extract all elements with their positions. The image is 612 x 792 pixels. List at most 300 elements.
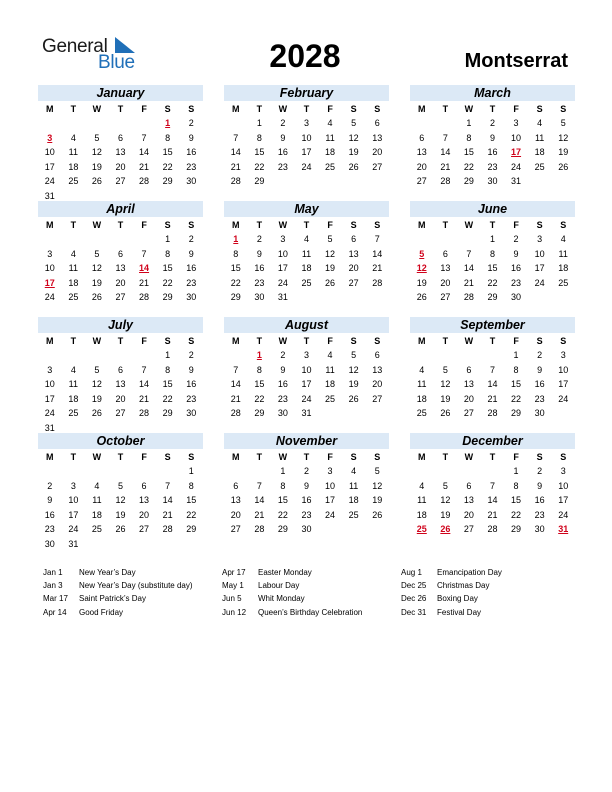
weekday-label: W: [92, 336, 102, 346]
day-cell: 30: [301, 524, 312, 535]
day-cell: 11: [325, 132, 335, 143]
day-cell: 26: [416, 292, 427, 303]
day-cell: 20: [348, 263, 359, 274]
day-cell: 19: [91, 393, 102, 404]
day-cell: 5: [442, 480, 448, 491]
day-cell: 14: [440, 147, 451, 158]
weekday-label: T: [442, 220, 449, 230]
day-cell: 21: [139, 393, 150, 404]
day-cell: 30: [254, 292, 265, 303]
day-cell: 24: [558, 393, 569, 404]
holiday-column: [43, 566, 193, 619]
empty-cell: [156, 464, 180, 479]
day-grid: [38, 232, 203, 305]
day-cell: 31: [44, 422, 55, 433]
month-november: [224, 433, 389, 537]
day-cell: 31: [301, 408, 312, 419]
holiday-day-cell: 14: [139, 263, 150, 274]
day-cell: 28: [230, 408, 241, 419]
day-cell: 10: [277, 248, 288, 259]
weekday-label: S: [560, 452, 567, 462]
weekday-label: W: [92, 220, 102, 230]
logo-text-general: General: [42, 36, 108, 57]
holiday-row: [43, 606, 193, 619]
day-cell: 12: [91, 263, 102, 274]
day-cell: 9: [188, 248, 194, 259]
day-cell: 15: [162, 379, 173, 390]
holiday-date: Jun 12: [222, 607, 247, 617]
day-cell: 13: [463, 495, 474, 506]
day-cell: 18: [325, 379, 336, 390]
day-cell: 9: [303, 480, 309, 491]
day-cell: 11: [301, 248, 312, 259]
day-cell: 24: [44, 408, 55, 419]
empty-cell: [109, 464, 133, 479]
holiday-row: [222, 606, 362, 619]
day-cell: 6: [466, 364, 472, 375]
holiday-day-cell: 1: [165, 118, 171, 128]
day-cell: 17: [534, 263, 545, 274]
day-cell: 9: [489, 132, 495, 143]
weekday-label: S: [536, 104, 543, 114]
weekday-label: T: [442, 104, 449, 114]
weekday-label: S: [188, 452, 195, 462]
weekday-label: T: [70, 220, 77, 230]
month-october: [38, 433, 203, 552]
weekday-label: F: [327, 220, 333, 230]
day-cell: 4: [94, 480, 100, 491]
day-cell: 12: [91, 147, 102, 158]
day-cell: 16: [44, 509, 55, 520]
month-header: June: [410, 201, 575, 217]
day-cell: 29: [162, 292, 173, 303]
day-cell: 9: [280, 132, 286, 143]
day-cell: 27: [416, 176, 427, 187]
day-cell: 2: [489, 118, 495, 128]
weekday-label: F: [141, 220, 147, 230]
month-header: November: [224, 433, 389, 449]
day-cell: 19: [348, 379, 359, 390]
weekday-header-row: [224, 218, 389, 232]
month-header: January: [38, 85, 203, 101]
day-cell: 17: [325, 495, 336, 506]
holiday-day-cell: 3: [47, 132, 53, 143]
empty-cell: [457, 348, 481, 363]
day-cell: 20: [372, 379, 383, 390]
day-cell: 15: [162, 263, 173, 274]
day-cell: 1: [165, 350, 171, 360]
day-cell: 13: [115, 379, 126, 390]
day-cell: 28: [254, 524, 265, 535]
day-cell: 15: [277, 495, 288, 506]
month-header: February: [224, 85, 389, 101]
day-cell: 27: [440, 292, 451, 303]
day-cell: 21: [487, 393, 498, 404]
day-cell: 24: [301, 161, 312, 172]
empty-cell: [410, 232, 434, 247]
day-cell: 12: [440, 379, 451, 390]
holiday-row: [401, 592, 502, 605]
day-cell: 2: [280, 350, 286, 360]
day-cell: 7: [233, 364, 239, 375]
holiday-column: [401, 566, 502, 619]
weekday-label: F: [513, 336, 519, 346]
day-cell: 24: [68, 524, 79, 535]
day-cell: 18: [348, 495, 359, 506]
day-cell: 1: [513, 350, 519, 360]
day-cell: 27: [115, 292, 126, 303]
day-cell: 26: [348, 161, 359, 172]
day-cell: 17: [44, 161, 55, 172]
empty-cell: [62, 116, 86, 131]
day-cell: 24: [558, 509, 569, 520]
day-cell: 17: [301, 147, 312, 158]
weekday-label: W: [278, 220, 288, 230]
day-cell: 9: [280, 364, 286, 375]
empty-cell: [85, 232, 109, 247]
day-cell: 22: [230, 277, 241, 288]
day-cell: 6: [374, 118, 380, 128]
day-cell: 26: [372, 509, 383, 520]
day-cell: 25: [301, 277, 312, 288]
day-cell: 1: [513, 466, 519, 476]
day-cell: 26: [348, 393, 359, 404]
day-cell: 11: [534, 132, 545, 143]
weekday-label: M: [232, 220, 240, 230]
weekday-label: F: [141, 336, 147, 346]
day-cell: 6: [442, 248, 448, 259]
weekday-label: S: [560, 104, 567, 114]
holiday-day-cell: 1: [256, 350, 262, 360]
weekday-label: T: [303, 336, 310, 346]
holiday-day-cell: 31: [558, 524, 569, 535]
weekday-label: W: [278, 336, 288, 346]
empty-cell: [85, 348, 109, 363]
empty-cell: [224, 464, 248, 479]
day-cell: 15: [230, 263, 241, 274]
day-cell: 29: [254, 408, 265, 419]
day-cell: 6: [117, 248, 123, 259]
day-cell: 27: [372, 161, 383, 172]
day-cell: 23: [511, 277, 522, 288]
month-header: December: [410, 433, 575, 449]
empty-cell: [38, 348, 62, 363]
day-grid: [224, 348, 389, 421]
day-cell: 16: [277, 379, 288, 390]
day-cell: 28: [139, 292, 150, 303]
day-cell: 29: [277, 524, 288, 535]
day-cell: 7: [141, 364, 147, 375]
day-cell: 25: [534, 161, 545, 172]
day-cell: 6: [351, 234, 357, 244]
weekday-label: T: [303, 452, 310, 462]
day-cell: 3: [560, 466, 566, 476]
day-cell: 29: [230, 292, 241, 303]
empty-cell: [109, 116, 133, 131]
weekday-label: M: [46, 220, 54, 230]
day-cell: 11: [68, 379, 79, 390]
day-cell: 1: [188, 466, 194, 476]
empty-cell: [109, 348, 133, 363]
day-cell: 17: [558, 379, 569, 390]
day-cell: 3: [303, 350, 309, 360]
day-cell: 25: [558, 277, 569, 288]
weekday-label: M: [418, 336, 426, 346]
weekday-header-row: [224, 334, 389, 348]
day-cell: 19: [115, 509, 126, 520]
brand-logo: [42, 36, 142, 72]
month-august: [224, 317, 389, 421]
day-cell: 14: [230, 379, 241, 390]
day-cell: 8: [489, 248, 495, 259]
day-cell: 16: [254, 263, 265, 274]
empty-cell: [410, 116, 434, 131]
holiday-name: Boxing Day: [437, 594, 478, 604]
day-cell: 3: [280, 234, 286, 244]
empty-cell: [434, 116, 458, 131]
day-cell: 12: [115, 495, 126, 506]
day-cell: 23: [186, 161, 197, 172]
day-cell: 7: [442, 132, 448, 143]
day-cell: 20: [463, 509, 474, 520]
day-cell: 24: [325, 509, 336, 520]
day-cell: 28: [440, 176, 451, 187]
month-may: [224, 201, 389, 305]
day-cell: 23: [254, 277, 265, 288]
empty-cell: [132, 116, 156, 131]
day-grid: [38, 116, 203, 204]
month-march: [410, 85, 575, 189]
day-cell: 4: [327, 118, 333, 128]
weekday-header-row: [410, 450, 575, 464]
holiday-name: Christmas Day: [437, 581, 490, 591]
day-cell: 18: [325, 147, 336, 158]
month-january: [38, 85, 203, 204]
day-cell: 20: [463, 393, 474, 404]
day-cell: 25: [325, 161, 336, 172]
day-cell: 22: [487, 277, 498, 288]
day-cell: 31: [511, 176, 522, 187]
day-cell: 23: [277, 161, 288, 172]
holiday-name: New Year’s Day (substitute day): [79, 581, 193, 591]
weekday-label: S: [188, 104, 195, 114]
day-cell: 21: [463, 277, 474, 288]
day-cell: 24: [534, 277, 545, 288]
day-cell: 4: [351, 466, 357, 476]
holiday-name: Festival Day: [437, 607, 482, 617]
weekday-label: S: [536, 452, 543, 462]
day-cell: 29: [511, 408, 522, 419]
day-cell: 3: [513, 118, 519, 128]
day-cell: 3: [303, 118, 309, 128]
day-cell: 19: [416, 277, 427, 288]
weekday-label: M: [232, 452, 240, 462]
country-name: Montserrat: [464, 50, 568, 72]
empty-cell: [132, 464, 156, 479]
day-cell: 4: [327, 350, 333, 360]
empty-cell: [410, 464, 434, 479]
year-title: 2028: [269, 38, 341, 74]
day-cell: 11: [348, 480, 359, 491]
holiday-row: [43, 579, 193, 592]
day-cell: 27: [115, 408, 126, 419]
day-grid: [224, 464, 389, 537]
weekday-label: T: [489, 336, 496, 346]
day-cell: 27: [348, 277, 359, 288]
day-cell: 29: [162, 408, 173, 419]
day-cell: 13: [372, 132, 383, 143]
day-cell: 13: [139, 495, 150, 506]
day-cell: 7: [233, 132, 239, 143]
weekday-label: T: [489, 220, 496, 230]
empty-cell: [132, 232, 156, 247]
day-cell: 20: [440, 277, 451, 288]
empty-cell: [410, 348, 434, 363]
day-cell: 14: [162, 495, 173, 506]
weekday-label: W: [278, 452, 288, 462]
day-cell: 4: [537, 118, 543, 128]
month-header: March: [410, 85, 575, 101]
weekday-label: S: [164, 104, 171, 114]
day-cell: 19: [440, 509, 451, 520]
weekday-label: M: [46, 104, 54, 114]
day-cell: 5: [94, 248, 100, 259]
day-cell: 26: [440, 408, 451, 419]
weekday-label: T: [442, 452, 449, 462]
day-cell: 18: [91, 509, 102, 520]
holiday-name: Whit Monday: [258, 594, 305, 604]
day-cell: 13: [348, 248, 359, 259]
day-cell: 18: [68, 161, 79, 172]
weekday-header-row: [38, 218, 203, 232]
day-cell: 30: [186, 292, 197, 303]
day-cell: 28: [372, 277, 383, 288]
weekday-label: M: [418, 220, 426, 230]
day-cell: 13: [372, 364, 383, 375]
weekday-label: W: [278, 104, 288, 114]
month-header: October: [38, 433, 203, 449]
day-cell: 29: [186, 524, 197, 535]
weekday-label: S: [536, 220, 543, 230]
day-cell: 20: [230, 509, 241, 520]
day-cell: 14: [139, 147, 150, 158]
day-cell: 27: [230, 524, 241, 535]
day-cell: 17: [44, 393, 55, 404]
day-cell: 26: [115, 524, 126, 535]
day-cell: 16: [186, 379, 197, 390]
day-cell: 16: [277, 147, 288, 158]
day-cell: 27: [463, 408, 474, 419]
weekday-label: S: [560, 336, 567, 346]
day-cell: 18: [416, 509, 427, 520]
weekday-header-row: [224, 450, 389, 464]
day-cell: 2: [188, 234, 194, 244]
holiday-row: [222, 592, 362, 605]
day-cell: 30: [44, 538, 55, 549]
day-cell: 13: [440, 263, 451, 274]
day-cell: 20: [115, 161, 126, 172]
day-cell: 16: [301, 495, 312, 506]
day-cell: 13: [115, 263, 126, 274]
day-grid: [38, 348, 203, 436]
day-cell: 4: [419, 364, 425, 375]
day-cell: 9: [513, 248, 519, 259]
month-july: [38, 317, 203, 436]
day-cell: 23: [487, 161, 498, 172]
day-cell: 28: [230, 176, 241, 187]
holiday-row: [222, 579, 362, 592]
weekday-label: S: [560, 220, 567, 230]
holiday-name: Saint Patrick’s Day: [79, 594, 146, 604]
day-cell: 22: [463, 161, 474, 172]
weekday-label: T: [303, 104, 310, 114]
holiday-day-cell: 1: [233, 234, 239, 244]
day-cell: 16: [511, 263, 522, 274]
weekday-label: F: [513, 452, 519, 462]
day-cell: 20: [372, 147, 383, 158]
day-cell: 8: [233, 248, 239, 259]
holiday-date: Dec 26: [401, 594, 427, 604]
day-cell: 11: [325, 364, 335, 375]
day-cell: 10: [301, 364, 312, 375]
holiday-day-cell: 26: [440, 524, 451, 535]
day-cell: 2: [188, 118, 194, 128]
day-cell: 21: [254, 509, 265, 520]
day-cell: 22: [511, 393, 522, 404]
day-grid: [224, 116, 389, 189]
month-header: April: [38, 201, 203, 217]
day-cell: 19: [91, 161, 102, 172]
day-cell: 8: [466, 132, 472, 143]
day-cell: 20: [115, 393, 126, 404]
day-cell: 25: [416, 408, 427, 419]
day-cell: 6: [419, 132, 425, 143]
holiday-name: Labour Day: [258, 581, 300, 591]
day-cell: 24: [301, 393, 312, 404]
weekday-label: M: [232, 104, 240, 114]
day-cell: 8: [513, 480, 519, 491]
day-cell: 15: [254, 379, 265, 390]
day-cell: 25: [68, 176, 79, 187]
day-cell: 25: [91, 524, 102, 535]
empty-cell: [457, 464, 481, 479]
day-cell: 11: [417, 495, 427, 506]
day-cell: 19: [372, 495, 383, 506]
day-cell: 29: [254, 176, 265, 187]
day-cell: 21: [372, 263, 383, 274]
day-cell: 14: [139, 379, 150, 390]
holiday-date: Dec 31: [401, 607, 427, 617]
day-cell: 31: [277, 292, 288, 303]
day-cell: 25: [348, 509, 359, 520]
day-cell: 17: [68, 509, 79, 520]
day-cell: 8: [256, 132, 262, 143]
day-cell: 6: [233, 480, 239, 491]
day-cell: 5: [94, 364, 100, 375]
weekday-label: S: [350, 220, 357, 230]
day-cell: 21: [440, 161, 451, 172]
day-cell: 3: [47, 248, 53, 259]
day-cell: 24: [44, 176, 55, 187]
weekday-label: S: [374, 336, 381, 346]
day-cell: 8: [165, 248, 171, 259]
day-cell: 6: [466, 480, 472, 491]
day-cell: 16: [487, 147, 498, 158]
month-june: [410, 201, 575, 305]
day-cell: 28: [487, 408, 498, 419]
weekday-label: T: [256, 104, 263, 114]
holiday-date: Apr 17: [222, 568, 246, 577]
